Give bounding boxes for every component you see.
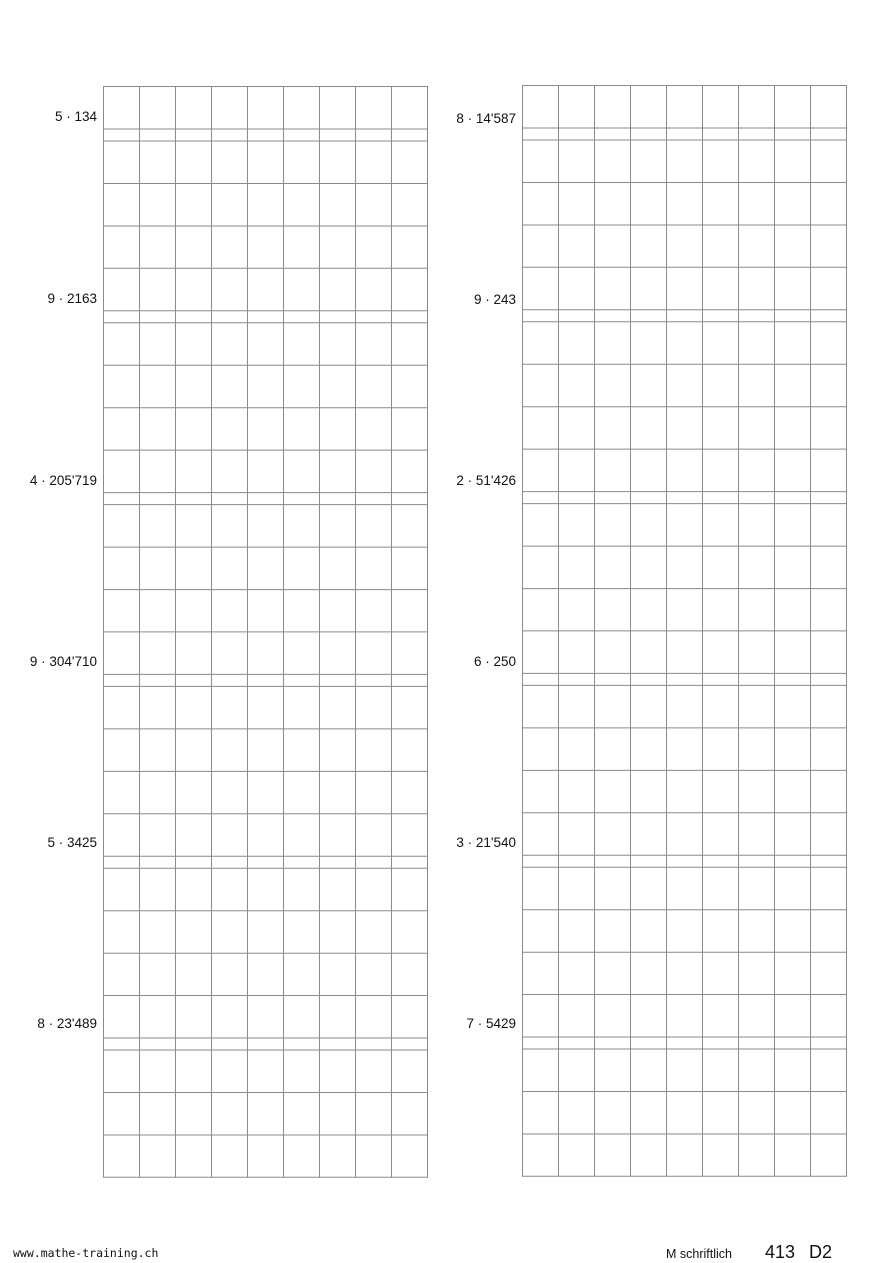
exercise-label: 5 · 3425 <box>47 835 97 850</box>
website-url: www.mathe-training.ch <box>13 1246 159 1260</box>
exercise-label: 4 · 205'719 <box>29 473 97 488</box>
worksheet-code: D2 <box>809 1242 833 1262</box>
exercise-label: 7 · 5429 <box>466 1016 516 1031</box>
exercise-label: 8 · 14'587 <box>456 111 516 126</box>
exercise-label: 2 · 51'426 <box>456 473 516 488</box>
exercise-label: 5 · 134 <box>54 109 97 124</box>
exercise-label: 9 · 2163 <box>47 291 97 306</box>
exercise-label: 3 · 21'540 <box>456 835 516 850</box>
topic-label: M schriftlich <box>666 1247 732 1261</box>
calculation-grid-right[interactable] <box>522 85 847 1177</box>
exercise-label: 6 · 250 <box>473 654 516 669</box>
exercise-label: 9 · 304'710 <box>29 654 97 669</box>
calculation-grid-left[interactable] <box>103 86 428 1178</box>
exercise-label: 8 · 23'489 <box>37 1016 97 1031</box>
exercise-label: 9 · 243 <box>473 292 516 307</box>
page-number: 413 <box>765 1242 796 1262</box>
